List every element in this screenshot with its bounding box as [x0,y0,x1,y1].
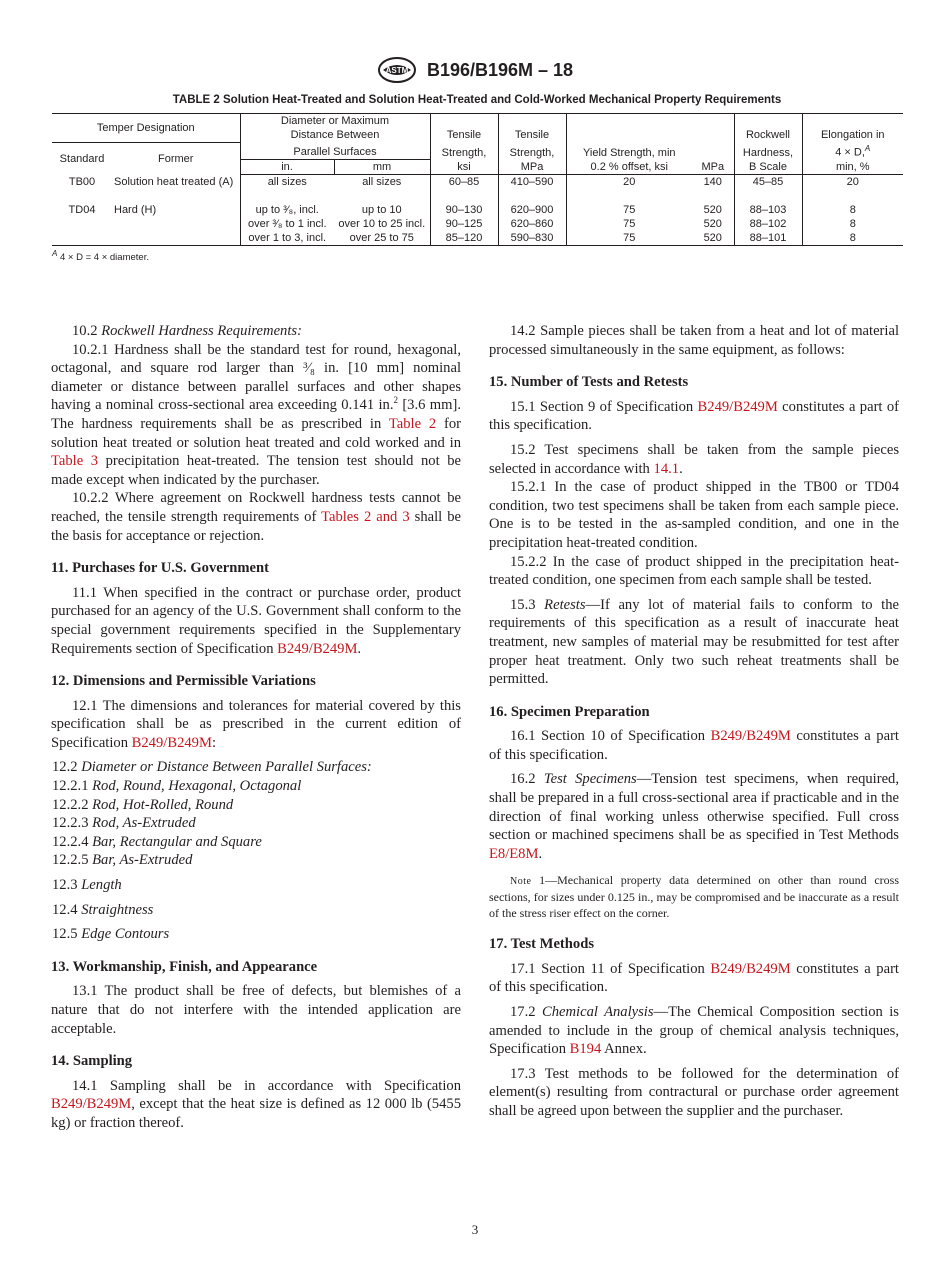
page-number: 3 [471,1222,479,1237]
header-tensile-mpa-l2: Strength, [498,142,566,160]
heading-17: 17. Test Methods [489,936,595,953]
cell-ksi: 60–85 [430,175,498,203]
cell-standard: TD04 [68,203,96,216]
cell-elong: 8 [802,203,903,217]
astm-logo-text: ASTM [385,66,409,75]
cell-rockwell: 45–85 [734,175,802,203]
section-10-2-2: 10.2.2 Where agreement on Rockwell hardness tests cannot be reached, the tensile strength requirements of Tables 2 and 3 shall be the basis for acceptance or rejection. [51,490,462,544]
heading-11: 11. Purchases for U.S. Government [51,560,269,577]
note-label: Note [510,876,532,888]
section-15-3: 15.3 Retests—If any lot of material fails to conform to the requirements of this specification as a result of inaccurate heat treatment, new samples of material may be resubmitted for test after proper heat treatment. Only two such reheat treatments shall be permitted. [489,596,900,688]
cell-mm: over 25 to 75 [334,231,430,246]
astm-logo-icon [377,56,417,84]
cell-standard [52,217,112,231]
cell-yield-ksi: 75 [566,203,692,217]
section-14-1: 14.1 Sampling shall be in accordance with Specification B249/B249M, except that the heat size is defined as 12 000 lb (5455 kg) or fraction thereof. [51,1077,461,1131]
header-elong-l1: Elongation in [802,128,903,142]
section-12-1: 12.1 The dimensions and tolerances for material covered by this specification shall be as prescribed in the current edition of Specification B249/B249M: [51,697,461,751]
right-column [489,322,899,1121]
table-row [52,175,903,203]
table-row [52,217,903,231]
cell-yield-mpa: 140 [703,176,722,189]
cell-in: all sizes [240,175,334,203]
link-b249[interactable]: B249/B249M [710,960,791,977]
mechanical-property-table [52,113,903,246]
header-rockwell-l3: B Scale [734,160,802,175]
cell-former: Hard (H) [114,203,157,216]
header-rockwell-l1: Rockwell [734,128,802,142]
cell-rockwell: 88–102 [734,217,802,231]
cell-ksi: 90–130 [430,203,498,217]
section-12-2-4: 12.2.4 Bar, Rectangular and Square [52,833,262,850]
document-designation: B196/B196M – 18 [426,59,574,80]
section-12-3: 12.3 Length [52,877,122,894]
cell-yield-mpa: 520 [703,217,722,230]
section-16-1: 16.1 Section 10 of Specification B249/B249M constitutes a part of this specification. [489,728,899,763]
page-header [0,56,950,84]
section-17-2: 17.2 Chemical Analysis—The Chemical Composition section is amended to include in the group of chemical analysis techniques, Specification B194 Annex. [489,1004,899,1058]
header-rockwell-l2: Hardness, [734,142,802,160]
section-12-2-3: 12.2.3 Rod, As-Extruded [52,815,196,832]
cell-elong: 8 [802,231,903,246]
cell-in: over 1 to 3, incl. [240,231,334,246]
header-tensile-ksi-l2: Strength, [430,142,498,160]
section-12-5: 12.5 Edge Contours [52,926,170,943]
header-elong-l3: min, % [802,160,903,175]
cell-mm: over 10 to 25 incl. [338,217,426,230]
header-elong-l2 [802,142,903,160]
cell-ksi: 90–125 [430,217,498,231]
footnote-mark: A [52,249,58,258]
link-b249[interactable]: B249/B249M [51,1096,132,1113]
heading-14: 14. Sampling [51,1053,133,1070]
header-elong-footnote-mark: A [864,144,871,153]
heading-16: 16. Specimen Preparation [489,703,650,720]
cell-yield-ksi: 20 [566,175,692,203]
section-10-2-title: Rockwell Hardness Requirements: [101,323,302,339]
link-e8[interactable]: E8/E8M [489,845,539,862]
link-b249[interactable]: B249/B249M [697,398,778,415]
header-diameter-l3: Parallel Surfaces [240,142,430,160]
link-b249[interactable]: B249/B249M [277,640,358,657]
cell-mpa: 410–590 [498,175,566,203]
cell-mpa: 590–830 [498,231,566,246]
cell-elong: 8 [802,217,903,231]
link-table-2[interactable]: Table 2 [388,415,437,432]
section-16-2: 16.2 Test Specimens—Tension test specimens, when required, shall be prepared in a full cross-sectional area if practicable and in the direction of final working unless otherwise specified. Full cross section or machined specimens shall be as specified in Test Methods E8/E8M. [489,771,900,862]
header-standard: Standard [59,152,105,165]
cell-standard [52,231,112,246]
cell-former [112,231,240,246]
cell-former [112,217,240,231]
header-yield-mpa: MPa [692,160,734,175]
cell-elong: 20 [802,175,903,203]
table-row [52,203,903,217]
link-b249[interactable]: B249/B249M [710,728,791,745]
heading-15: 15. Number of Tests and Retests [489,374,689,391]
section-15-2: 15.2 Test specimens shall be taken from the sample pieces selected in accordance with 14.1. [489,441,899,477]
table-row [52,231,903,246]
table-footnote [52,249,149,263]
cell-ksi: 85–120 [430,231,498,246]
header-diameter-l1: Diameter or Maximum [240,114,430,129]
cell-standard: TB00 [68,175,96,188]
cell-in: over ³⁄₈ to 1 incl. [240,217,334,231]
cell-mpa: 620–900 [498,203,566,217]
cell-mpa: 620–860 [498,217,566,231]
header-yield-l2: 0.2 % offset, ksi [566,160,692,175]
section-11-1: 11.1 When specified in the contract or purchase order, product purchased for an agency of the U.S. Government shall conform to the special government requirements specified in the Supplementary Requirements section of Specification B249/B249M. [51,584,461,657]
section-12-2-5: 12.2.5 Bar, As-Extruded [52,852,193,869]
heading-12: 12. Dimensions and Permissible Variations [51,673,316,690]
section-12-2: 12.2 Diameter or Distance Between Parallel Surfaces: [52,759,372,776]
cell-yield-ksi: 75 [566,217,692,231]
cell-rockwell: 88–103 [734,203,802,217]
header-tensile-mpa-l1: Tensile [498,128,566,142]
header-temper-designation: Temper Designation [52,114,240,143]
header-mm: mm [334,160,430,175]
link-14-1[interactable]: 14.1 [653,460,680,477]
section-10-2-1: 10.2.1 Hardness shall be the standard test for round, hexagonal, octagonal, and square rod larger than ³⁄₈ in. [10 mm] nominal diameter or distance between parallel surfaces and other shapes having a nominal cross-sectional area exceeding 0.141 in.$^2$ [3.6 mm]. The hardness requirements shall be as prescribed in Table 2 for solution heat treated or solution heat treated and cold worked and in Table 3 precipitation heat-treated. The tension test should not be made except when indicated by the purchaser. [51,341,462,488]
cell-former: Solution heat treated (A) [114,175,234,188]
section-10-2: 10.2 Rockwell Hardness Requirements: [72,323,302,339]
section-17-3: 17.3 Test methods to be followed for the determination of element(s) resulting from contractural or purchase order agreement shall be agreed upon between the supplier and the purchaser. [489,1065,899,1119]
section-15-2-1: 15.2.1 In the case of product shipped in the TB00 or TD04 condition, two test specimens shall be taken from each sample piece. One is to be tested in the as-sampled condition, and one in the precipitation heat-treated condition. [489,479,899,551]
header-tensile-mpa-l3: MPa [498,160,566,175]
section-15-2-2: 15.2.2 In the case of product shipped in the precipitation heat-treated condition, one specimen from each sample shall be tested. [489,553,899,589]
left-column [51,322,461,1133]
section-12-2-list [51,758,461,870]
section-17-1: 17.1 Section 11 of Specification B249/B249M constitutes a part of this specification. [489,960,899,996]
heading-13: 13. Workmanship, Finish, and Appearance [51,958,318,975]
cell-yield-mpa: 520 [692,231,734,246]
link-b249[interactable]: B249/B249M [131,734,212,751]
section-12-2-1: 12.2.1 Rod, Round, Hexagonal, Octagonal [52,778,302,795]
footnote-text: 4 × D = 4 × diameter. [57,252,149,264]
link-tables-2-and-3[interactable]: Tables 2 and 3 [321,508,410,525]
header-elong-l2-text: 4 × D, [835,146,865,159]
cell-mm: all sizes [362,176,402,189]
note-1: Note 1—Mechanical property data determined on other than round cross sections, for sizes under 0.125 in., may be compromised and be inaccurate as a result of the stress riser effect on the corner. [489,873,899,920]
section-15-1: 15.1 Section 9 of Specification B249/B249M constitutes a part of this specification. [489,398,899,434]
table-caption: TABLE 2 Solution Heat-Treated and Solution Heat-Treated and Cold-Worked Mechanical Property Requirements [172,94,782,106]
link-table-3[interactable]: Table 3 [51,453,99,470]
section-12-2-2: 12.2.2 Rod, Hot-Rolled, Round [52,796,234,813]
header-former: Former [158,152,194,165]
cell-yield-ksi: 75 [566,231,692,246]
cell-in: up to ³⁄₈, incl. [240,203,334,217]
section-12-4: 12.4 Straightness [52,901,154,918]
section-13-1: 13.1 The product shall be free of defects, but blemishes of a nature that do not interfere with the intended application are acceptable. [51,983,461,1037]
cell-yield-mpa: 520 [703,203,722,216]
header-diameter-l2: Distance Between [240,128,430,142]
header-in: in. [240,160,334,175]
cell-mm: up to 10 [361,203,402,216]
header-tensile-ksi-l1: Tensile [430,128,498,142]
header-tensile-ksi-l3: ksi [430,160,498,175]
cell-rockwell: 88–101 [734,231,802,246]
header-yield-l1: Yield Strength, min [566,142,692,160]
section-14-2: 14.2 Sample pieces shall be taken from a heat and lot of material processed simultaneously in the same equipment, as follows: [489,323,899,358]
link-b194[interactable]: B194 [569,1041,602,1058]
